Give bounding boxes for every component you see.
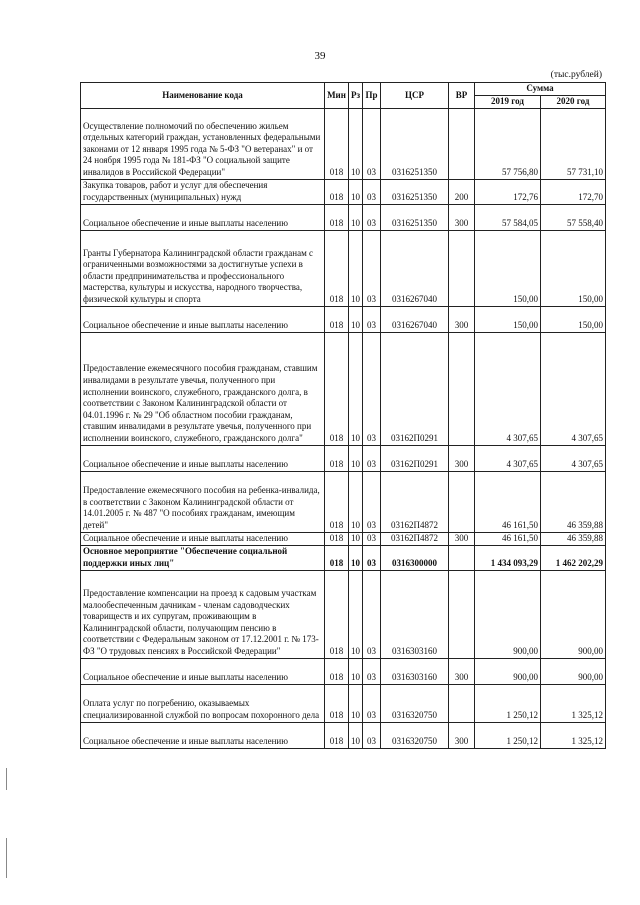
row-pr: 03 [363, 204, 381, 230]
header-vr: ВР [449, 83, 475, 109]
row-rz: 10 [349, 179, 363, 204]
row-vr [449, 332, 475, 445]
row-min: 018 [325, 108, 349, 179]
row-rz: 10 [349, 306, 363, 332]
header-pr: Пр [363, 83, 381, 109]
row-2020: 900,00 [541, 570, 606, 658]
row-2019: 1 434 093,29 [475, 545, 541, 570]
row-min: 018 [325, 332, 349, 445]
table-row [81, 204, 606, 230]
header-sum: Сумма [475, 83, 606, 96]
row-2019: 46 161,50 [475, 471, 541, 532]
row-min: 018 [325, 722, 349, 748]
header-name: Наименование кода [81, 83, 325, 109]
row-pr: 03 [363, 545, 381, 570]
row-pr: 03 [363, 306, 381, 332]
row-csr: 0316303160 [381, 570, 449, 658]
row-2020: 57 558,40 [541, 204, 606, 230]
row-csr: 03162П4872 [381, 471, 449, 532]
header-csr: ЦСР [381, 83, 449, 109]
row-csr: 03162П4872 [381, 532, 449, 545]
row-pr: 03 [363, 179, 381, 204]
row-2019: 172,76 [475, 179, 541, 204]
table-row [81, 722, 606, 748]
row-2020: 1 462 202,29 [541, 545, 606, 570]
row-rz: 10 [349, 204, 363, 230]
row-name: Социальное обеспечение и иные выплаты населению [81, 445, 325, 471]
row-name: Гранты Губернатора Калининградской области гражданам с ограниченными возможностями за достигнутые успехи в области предпринимательства и профессионального мастерства, культуры и искусства, народного творчества, физической культуры и спорта [81, 230, 325, 306]
row-rz: 10 [349, 471, 363, 532]
row-name: Социальное обеспечение и иные выплаты населению [81, 722, 325, 748]
row-pr: 03 [363, 570, 381, 658]
row-name: Социальное обеспечение и иные выплаты населению [81, 532, 325, 545]
row-2019: 57 584,05 [475, 204, 541, 230]
table-row [81, 570, 606, 658]
row-min: 018 [325, 230, 349, 306]
row-2019: 150,00 [475, 230, 541, 306]
row-rz: 10 [349, 532, 363, 545]
row-min: 018 [325, 204, 349, 230]
header-rz: Рз [349, 83, 363, 109]
row-vr: 300 [449, 532, 475, 545]
row-2019: 150,00 [475, 306, 541, 332]
row-2019: 4 307,65 [475, 445, 541, 471]
row-name: Социальное обеспечение и иные выплаты населению [81, 658, 325, 684]
scan-edge-mark [6, 838, 7, 878]
row-vr [449, 230, 475, 306]
row-csr: 03162П0291 [381, 332, 449, 445]
row-min: 018 [325, 532, 349, 545]
row-csr: 0316320750 [381, 722, 449, 748]
table-row [81, 684, 606, 722]
row-2020: 150,00 [541, 306, 606, 332]
row-2020: 172,70 [541, 179, 606, 204]
row-2019: 900,00 [475, 570, 541, 658]
row-rz: 10 [349, 658, 363, 684]
row-2020: 57 731,10 [541, 108, 606, 179]
row-min: 018 [325, 684, 349, 722]
page-number: 39 [314, 50, 326, 62]
table-row [81, 532, 606, 545]
row-csr: 0316251350 [381, 179, 449, 204]
table-row [81, 230, 606, 306]
row-vr [449, 570, 475, 658]
row-min: 018 [325, 471, 349, 532]
row-2020: 150,00 [541, 230, 606, 306]
row-2020: 4 307,65 [541, 332, 606, 445]
row-min: 018 [325, 658, 349, 684]
row-pr: 03 [363, 445, 381, 471]
row-csr: 0316267040 [381, 230, 449, 306]
row-vr: 300 [449, 722, 475, 748]
row-name: Предоставление ежемесячного пособия на ребенка-инвалида, в соответствии с Законом Калининградской области от 14.01.2005 г. № 487 "О пособиях гражданам, имеющим детей" [81, 471, 325, 532]
row-pr: 03 [363, 722, 381, 748]
row-pr: 03 [363, 471, 381, 532]
row-name: Осуществление полномочий по обеспечению жильем отдельных категорий граждан, установленных федеральными законами от 12 января 1995 года № 5-ФЗ "О ветеранах" и от 24 ноября 1995 года № 181-ФЗ "О социальной защите инвалидов в Российской Федерации" [81, 108, 325, 179]
row-csr: 0316251350 [381, 204, 449, 230]
table-row [81, 471, 606, 532]
row-vr [449, 545, 475, 570]
units-label: (тыс.рублей) [550, 70, 602, 80]
table-row [81, 108, 606, 179]
row-min: 018 [325, 306, 349, 332]
row-vr: 300 [449, 658, 475, 684]
header-min: Мин [325, 83, 349, 109]
row-rz: 10 [349, 108, 363, 179]
row-2019: 1 250,12 [475, 722, 541, 748]
row-name: Предоставление компенсации на проезд к садовым участкам малообеспеченным дачникам - членам садоводческих товариществ и их супругам, проживающим в Калининградской области, получающим пенсию в соответствии с Федеральным законом от 17.12.2001 г. № 173-ФЗ "О трудовых пенсиях в Российской Федерации" [81, 570, 325, 658]
scan-edge-mark [6, 768, 7, 790]
table-row [81, 658, 606, 684]
row-vr: 200 [449, 179, 475, 204]
row-pr: 03 [363, 658, 381, 684]
row-vr [449, 471, 475, 532]
row-min: 018 [325, 179, 349, 204]
row-name: Социальное обеспечение и иные выплаты населению [81, 306, 325, 332]
row-2019: 4 307,65 [475, 332, 541, 445]
row-vr: 300 [449, 306, 475, 332]
row-name: Предоставление ежемесячного пособия гражданам, ставшим инвалидами в результате увечья, полученного при исполнении воинского, служебного, гражданского долга, в соответствии с Законом Калининградской области от 04.01.1996 г. № 29 "Об областном пособии гражданам, ставшим инвалидами в результате увечья, полученного при исполнении воинского, служебного, гражданского долга" [81, 332, 325, 445]
row-rz: 10 [349, 570, 363, 658]
row-2019: 900,00 [475, 658, 541, 684]
row-name: Основное мероприятие "Обеспечение социальной поддержки иных лиц" [81, 545, 325, 570]
row-csr: 0316251350 [381, 108, 449, 179]
budget-table [80, 82, 606, 749]
row-rz: 10 [349, 545, 363, 570]
row-csr: 0316267040 [381, 306, 449, 332]
row-min: 018 [325, 570, 349, 658]
row-name: Социальное обеспечение и иные выплаты населению [81, 204, 325, 230]
row-name: Закупка товаров, работ и услуг для обеспечения государственных (муниципальных) нужд [81, 179, 325, 204]
row-2020: 1 325,12 [541, 722, 606, 748]
row-pr: 03 [363, 332, 381, 445]
row-vr: 300 [449, 445, 475, 471]
table-row [81, 445, 606, 471]
row-csr: 0316300000 [381, 545, 449, 570]
row-name: Оплата услуг по погребению, оказываемых специализированной службой по вопросам похоронного дела [81, 684, 325, 722]
row-csr: 03162П0291 [381, 445, 449, 471]
header-2020: 2020 год [541, 95, 606, 108]
row-rz: 10 [349, 722, 363, 748]
row-rz: 10 [349, 445, 363, 471]
row-2020: 46 359,88 [541, 471, 606, 532]
table-row [81, 179, 606, 204]
row-pr: 03 [363, 532, 381, 545]
row-pr: 03 [363, 684, 381, 722]
table-row [81, 545, 606, 570]
row-2020: 46 359,88 [541, 532, 606, 545]
row-2019: 46 161,50 [475, 532, 541, 545]
header-2019: 2019 год [475, 95, 541, 108]
row-csr: 0316320750 [381, 684, 449, 722]
table-row [81, 332, 606, 445]
row-2020: 900,00 [541, 658, 606, 684]
row-min: 018 [325, 545, 349, 570]
row-rz: 10 [349, 332, 363, 445]
row-vr [449, 108, 475, 179]
row-vr: 300 [449, 204, 475, 230]
row-vr [449, 684, 475, 722]
row-2019: 1 250,12 [475, 684, 541, 722]
row-rz: 10 [349, 684, 363, 722]
row-pr: 03 [363, 230, 381, 306]
table-row [81, 306, 606, 332]
row-2020: 1 325,12 [541, 684, 606, 722]
row-csr: 0316303160 [381, 658, 449, 684]
row-2019: 57 756,80 [475, 108, 541, 179]
row-2020: 4 307,65 [541, 445, 606, 471]
row-rz: 10 [349, 230, 363, 306]
row-min: 018 [325, 445, 349, 471]
row-pr: 03 [363, 108, 381, 179]
